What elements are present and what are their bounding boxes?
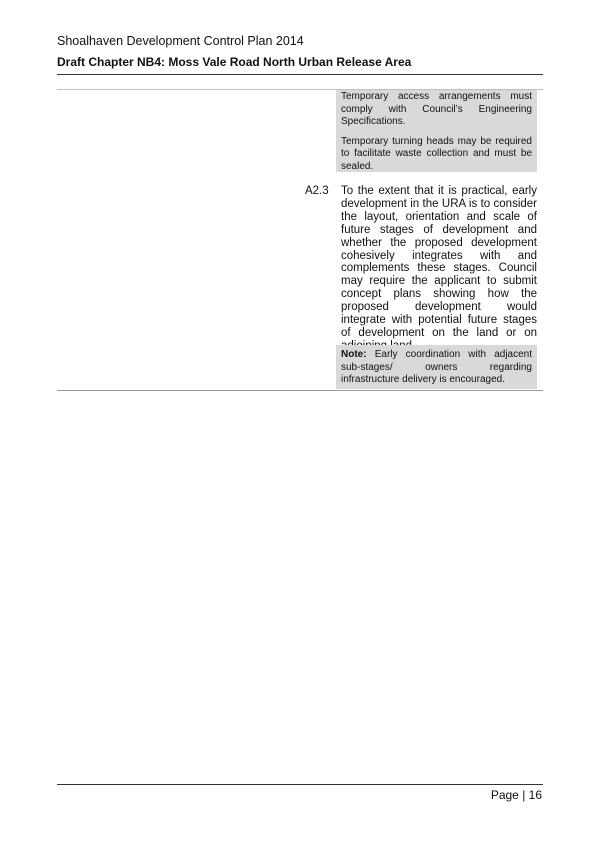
footer-divider <box>57 784 543 785</box>
table-bottom-border <box>57 390 543 391</box>
requirement-text: To the extent that it is practical, early development in the URA is to consider the layout, orientation and scale of future stages of development and whether the proposed development cohesively integrates with and complements these stages. Council may require the applicant to submit concept plans showing how the proposed development would integrate with potential future stages of development on the land or on <box>341 185 537 339</box>
document-title: Shoalhaven Development Control Plan 2014 <box>57 34 304 48</box>
note-text: Early coordination with adjacent sub-stages/ owners regarding infrastructure delivery is encouraged. <box>341 349 532 385</box>
page-number: Page | 16 <box>490 788 542 802</box>
requirement-id: A2.3 <box>305 185 329 197</box>
coordination-note-box <box>336 345 537 389</box>
header-divider <box>57 74 543 75</box>
coordination-note <box>341 349 532 387</box>
note-paragraph-access: Temporary access arrangements must comply with Council’s Engineering Specifications. <box>341 91 532 127</box>
chapter-title: Draft Chapter NB4: Moss Vale Road North Urban Release Area <box>57 55 412 69</box>
continued-notes-box <box>336 90 537 172</box>
note-paragraph-turning-heads: Temporary turning heads may be required to facilitate waste collection and must be sealed. <box>341 135 532 172</box>
note-label: Note: <box>341 349 367 360</box>
